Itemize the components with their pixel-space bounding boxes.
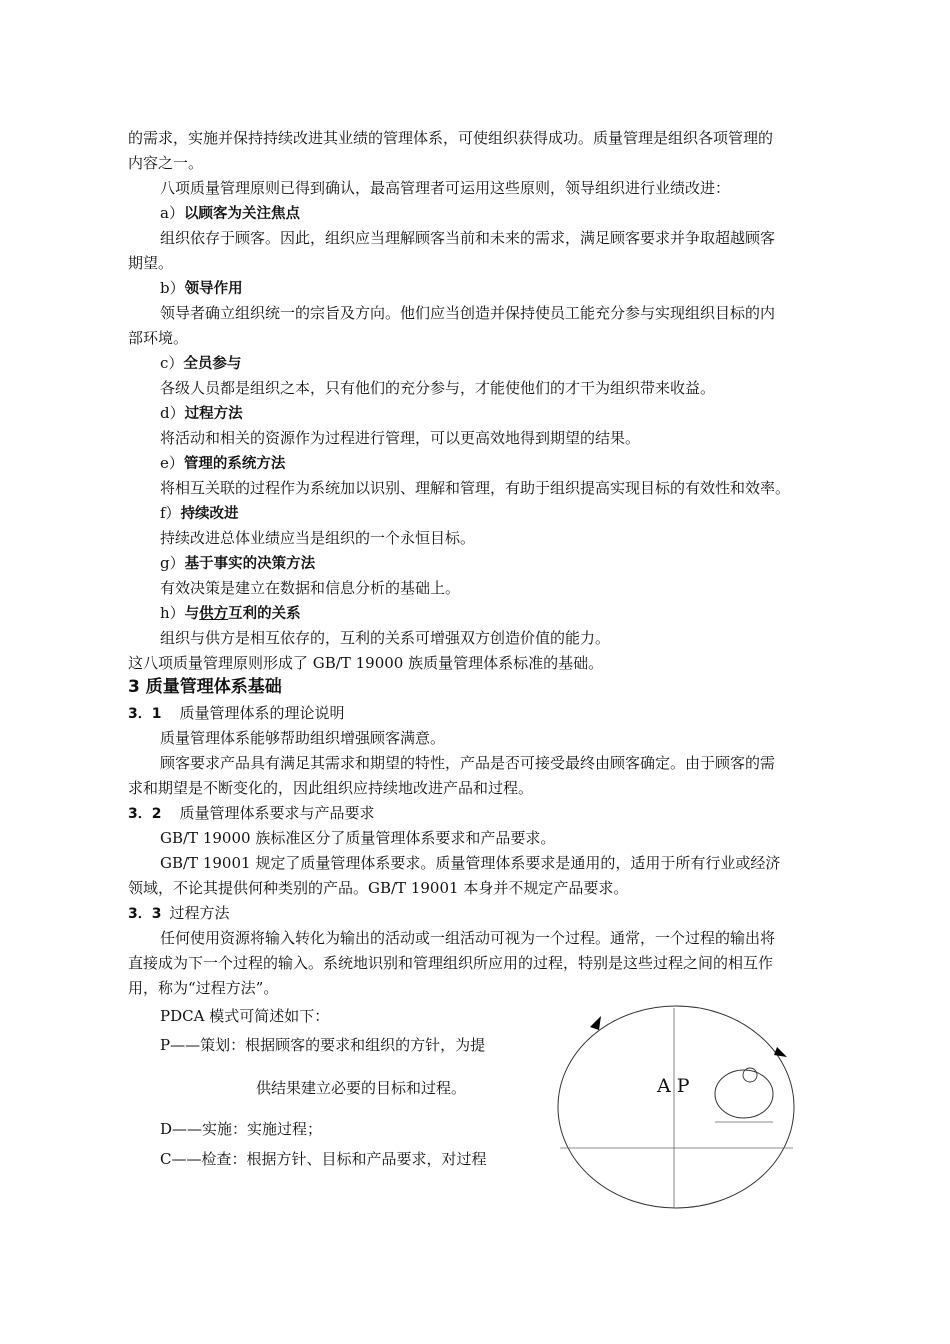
pdca-plan-line-continued: 供结果建立必要的目标和过程。 [256, 1079, 467, 1097]
paragraph-line: 质量管理体系能够帮助组织增强顾客满意。 [160, 729, 446, 747]
pdca-do-line: D——实施：实施过程； [160, 1120, 323, 1138]
pdca-center-label: A P [657, 1075, 690, 1097]
principle-title: 持续改进 [180, 506, 239, 522]
subsection-number: 3．3 [128, 906, 162, 922]
paragraph-line: 内容之一。 [128, 154, 204, 172]
paragraph-line: 八项质量管理原则已得到确认，最高管理者可运用这些原则，领导组织进行业绩改进： [160, 179, 731, 197]
principle-title: 互利的关系 [228, 606, 301, 622]
subsection-title: 质量管理体系要求与产品要求 [179, 804, 375, 822]
pdca-small-ellipse [715, 1070, 773, 1118]
principle-heading-h [160, 603, 301, 624]
principle-title: 以顾客为关注焦点 [183, 206, 300, 222]
principle-heading-b [160, 278, 243, 299]
pdca-intro: PDCA 模式可简述如下： [160, 1007, 330, 1025]
principle-text: 将活动和相关的资源作为过程进行管理，可以更高效地得到期望的结果。 [160, 429, 641, 447]
pdca-cycle-diagram [555, 1003, 805, 1211]
principle-text: 领导者确立组织统一的宗旨及方向。他们应当创造并保持使员工能充分参与实现组织目标的内 [160, 304, 776, 322]
principle-prefix: a） [160, 204, 184, 222]
principle-text: 将相互关联的过程作为系统加以识别、理解和管理，有助于组织提高实现目标的有效性和效率。 [160, 479, 791, 497]
paragraph-line: 顾客要求产品具有满足其需求和期望的特性，产品是否可接受最终由顾客确定。由于顾客的需 [160, 754, 776, 772]
principle-text: 组织与供方是相互依存的，互利的关系可增强双方创造价值的能力。 [160, 629, 611, 647]
paragraph-line: GB/T 19001 规定了质量管理体系要求。质量管理体系要求是通用的，适用于所有行业或经济 [160, 854, 781, 872]
principle-title: 领导作用 [184, 281, 243, 297]
principle-prefix: c） [160, 354, 184, 372]
principle-prefix: h） [160, 604, 185, 622]
principle-prefix: f） [160, 504, 181, 522]
principle-prefix: b） [160, 279, 185, 297]
paragraph-line: 的需求，实施并保持持续改进其业绩的管理体系，可使组织获得成功。质量管理是组织各项管理的 [128, 129, 774, 147]
principle-text: 期望。 [128, 254, 174, 272]
paragraph-line: GB/T 19000 族标准区分了质量管理体系要求和产品要求。 [160, 829, 556, 847]
pdca-plan-line: P——策划：根据顾客的要求和组织的方针，为提 [160, 1036, 486, 1054]
subsection-heading-3-3 [128, 903, 230, 924]
principle-heading-f [160, 503, 239, 524]
principle-title-underlined: 供方 [199, 606, 229, 622]
subsection-title: 质量管理体系的理论说明 [179, 704, 345, 722]
principle-heading-c [160, 353, 241, 374]
principle-heading-g [160, 553, 315, 574]
pdca-arrow-icon [774, 1047, 787, 1057]
principle-text: 部环境。 [128, 329, 189, 347]
paragraph-line: 任何使用资源将输入转化为输出的活动或一组活动可视为一个过程。通常，一个过程的输出将 [160, 929, 776, 947]
paragraph-line: 用，称为“过程方法”。 [128, 979, 279, 997]
principle-heading-d [160, 403, 243, 424]
closing-line: 这八项质量管理原则形成了 GB/T 19000 族质量管理体系标准的基础。 [128, 654, 604, 672]
principle-text: 各级人员都是组织之本，只有他们的充分参与，才能使他们的才干为组织带来收益。 [160, 379, 716, 397]
principle-title: 与 [184, 606, 200, 622]
principle-text: 有效决策是建立在数据和信息分析的基础上。 [160, 579, 461, 597]
subsection-title: 过程方法 [169, 904, 230, 922]
pdca-outer-circle [558, 1006, 794, 1208]
principle-text: 组织依存于顾客。因此，组织应当理解顾客当前和未来的需求，满足顾客要求并争取超越顾客 [160, 229, 776, 247]
principle-heading-a [160, 203, 300, 224]
pdca-check-line: C——检查：根据方针、目标和产品要求，对过程 [160, 1150, 487, 1168]
principle-title: 管理的系统方法 [183, 456, 286, 472]
paragraph-line: 求和期望是不断变化的，因此组织应持续地改进产品和过程。 [128, 779, 534, 797]
subsection-heading-3-2 [128, 803, 375, 824]
principle-title: 全员参与 [183, 356, 242, 372]
principle-title: 过程方法 [184, 406, 243, 422]
subsection-number: 3．1 [128, 706, 162, 722]
paragraph-line: 直接成为下一个过程的输入。系统地识别和管理组织所应用的过程，特别是这些过程之间的相互作 [128, 954, 774, 972]
principle-prefix: g） [160, 554, 185, 572]
principle-text: 持续改进总体业绩应当是组织的一个永恒目标。 [160, 529, 476, 547]
pdca-arrow-icon [590, 1016, 601, 1030]
principle-title: 基于事实的决策方法 [184, 556, 316, 572]
section-heading: 3 质量管理体系基础 [128, 677, 282, 697]
principle-prefix: e） [160, 454, 184, 472]
principle-prefix: d） [160, 404, 185, 422]
principle-heading-e [160, 453, 285, 474]
subsection-heading-3-1 [128, 703, 345, 724]
subsection-number: 3．2 [128, 806, 162, 822]
paragraph-line: 领域，不论其提供何种类别的产品。GB/T 19001 本身并不规定产品要求。 [128, 879, 629, 897]
